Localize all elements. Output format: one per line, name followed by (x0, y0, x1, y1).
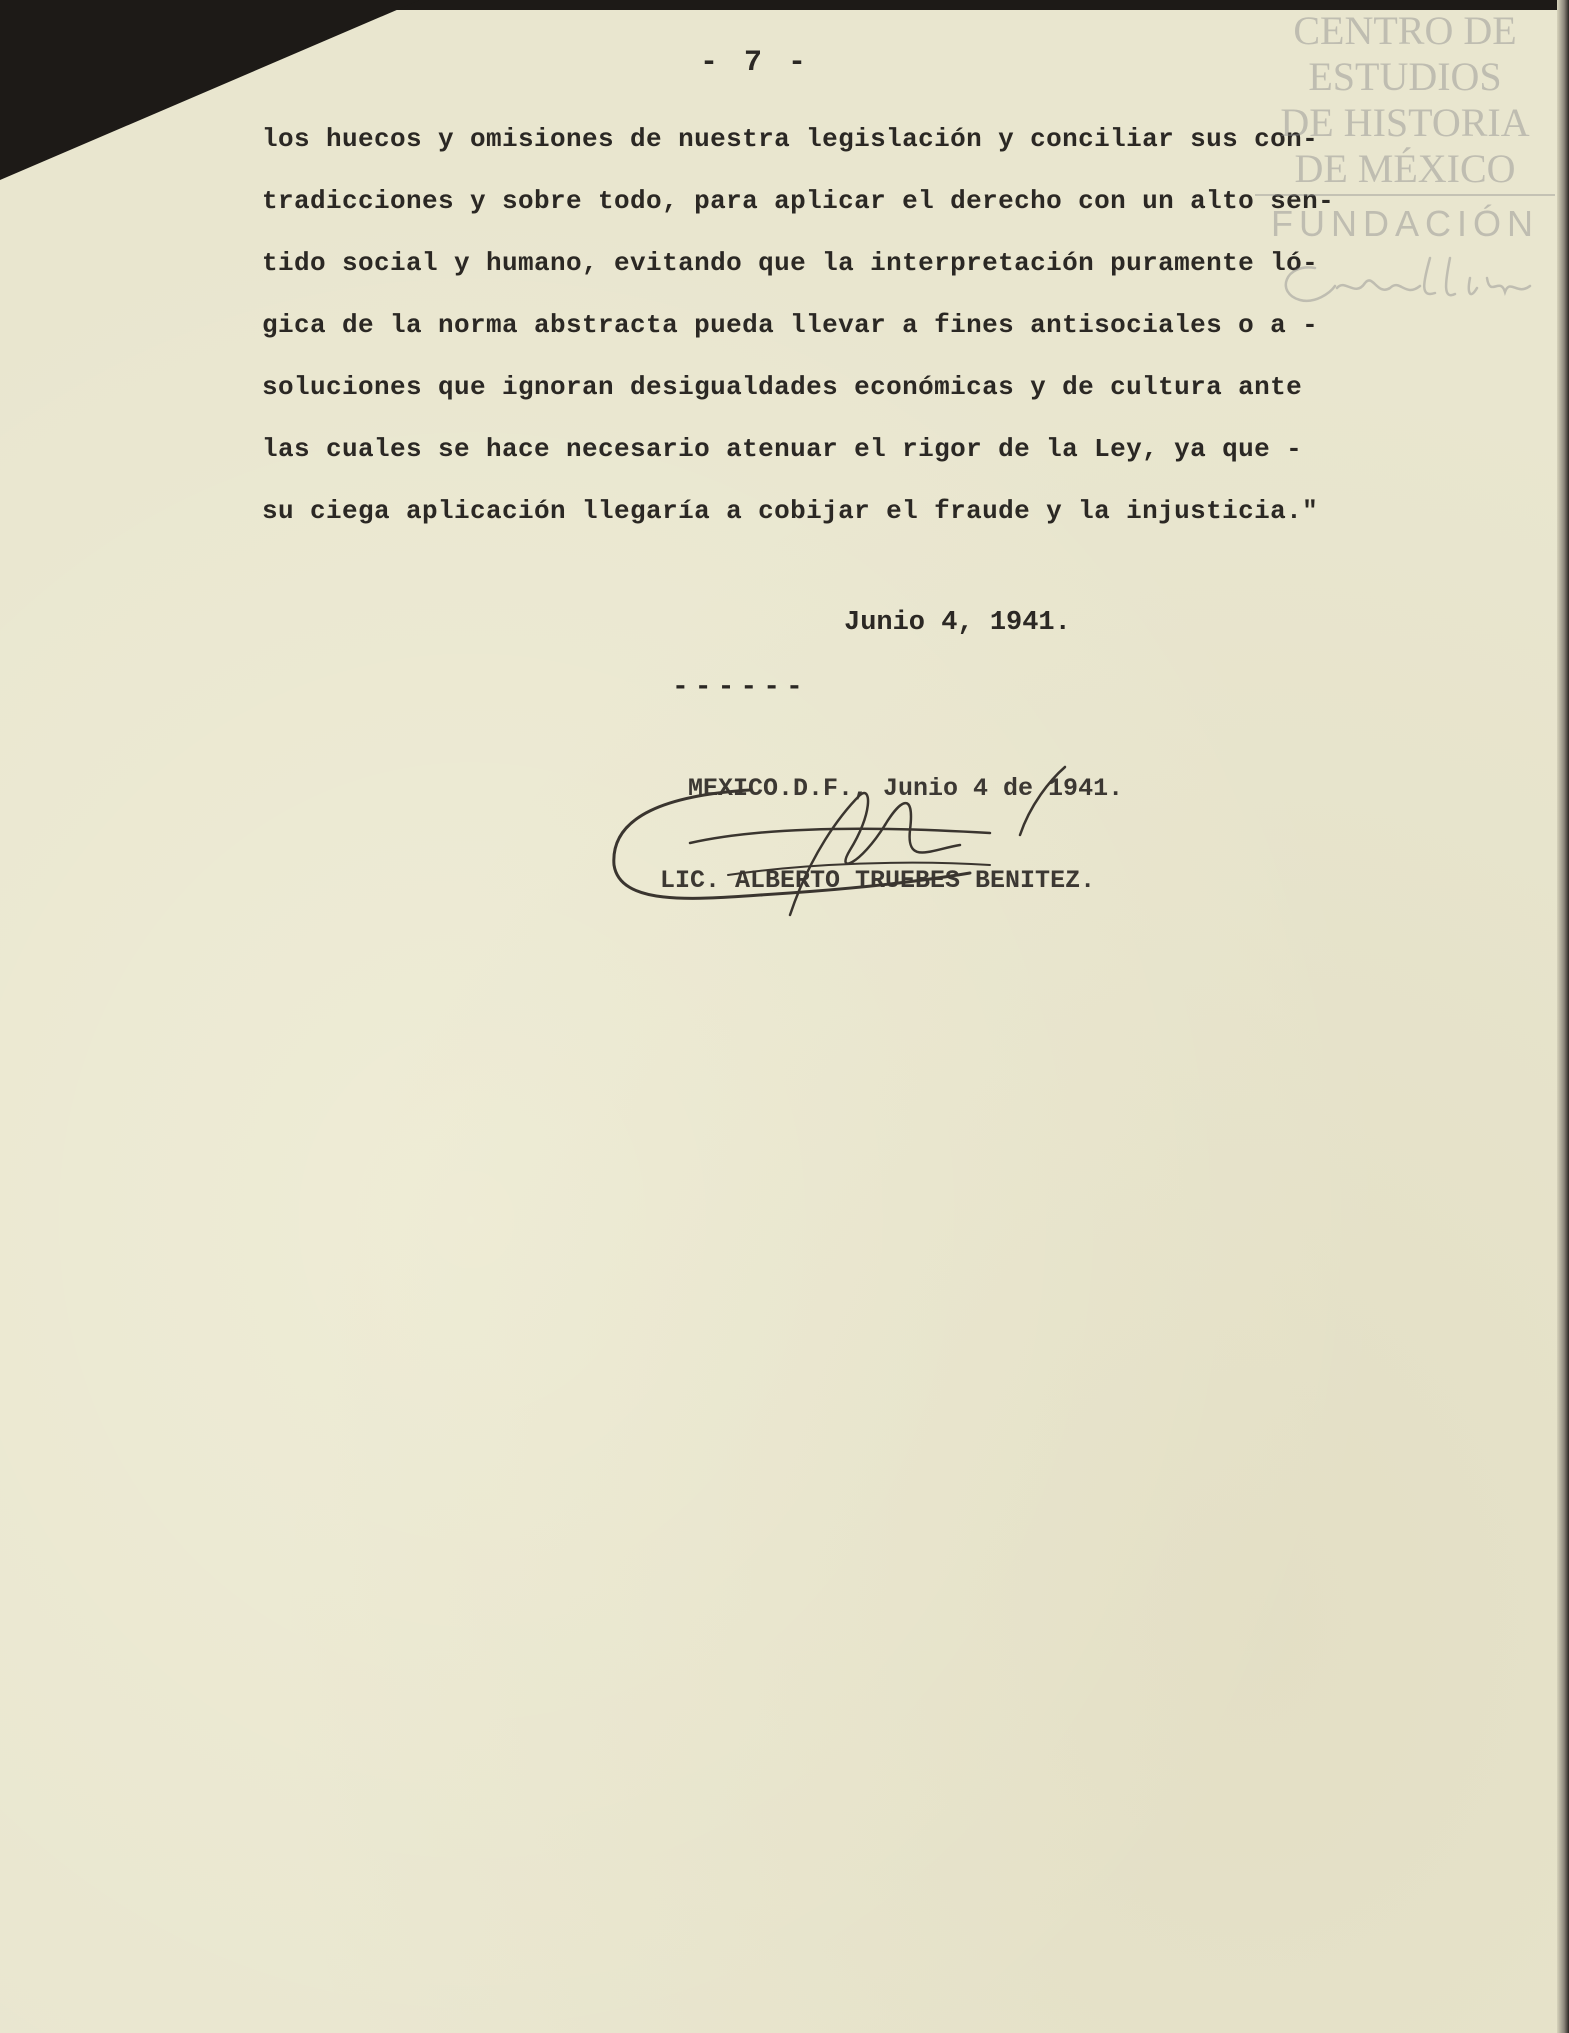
text-line: gica de la norma abstracta pueda llevar a fines antisociales o a - (262, 310, 1319, 340)
watermark-script-logo (1255, 248, 1555, 318)
text-line: las cuales se hace necesario atenuar el rigor de la Ley, ya que - (262, 434, 1303, 464)
watermark-foundation: FUNDACIÓN (1271, 203, 1539, 244)
text-line: soluciones que ignoran desigualdades económicas y de cultura ante (262, 372, 1303, 402)
scan-border-right (1557, 0, 1569, 2033)
signer-name: LIC. ALBERTO TRUEBES BENITEZ. (660, 866, 1096, 895)
handwritten-signature (610, 755, 1090, 935)
text-line: los huecos y omisiones de nuestra legislación y conciliar sus con- (262, 124, 1319, 154)
watermark-line: ESTUDIOS (1308, 54, 1502, 99)
text-line: tradicciones y sobre todo, para aplicar el derecho con un alto sen- (262, 186, 1335, 216)
document-date: Junio 4, 1941. (844, 608, 1071, 638)
separator-dashes: ------ (672, 672, 809, 703)
watermark-line: DE HISTORIA (1280, 100, 1530, 145)
text-line: su ciega aplicación llegaría a cobijar el fraude y la injusticia." (262, 496, 1319, 526)
watermark-rule (1255, 194, 1555, 196)
page-number: - 7 - (700, 46, 811, 80)
signature-place-date: MEXICO.D.F., Junio 4 de 1941. (688, 774, 1124, 803)
watermark-line: CENTRO DE (1293, 8, 1517, 53)
text-line: tido social y humano, evitando que la interpretación puramente ló- (262, 248, 1319, 278)
watermark-line: DE MÉXICO (1294, 146, 1516, 191)
foundation-watermark (1255, 8, 1555, 318)
